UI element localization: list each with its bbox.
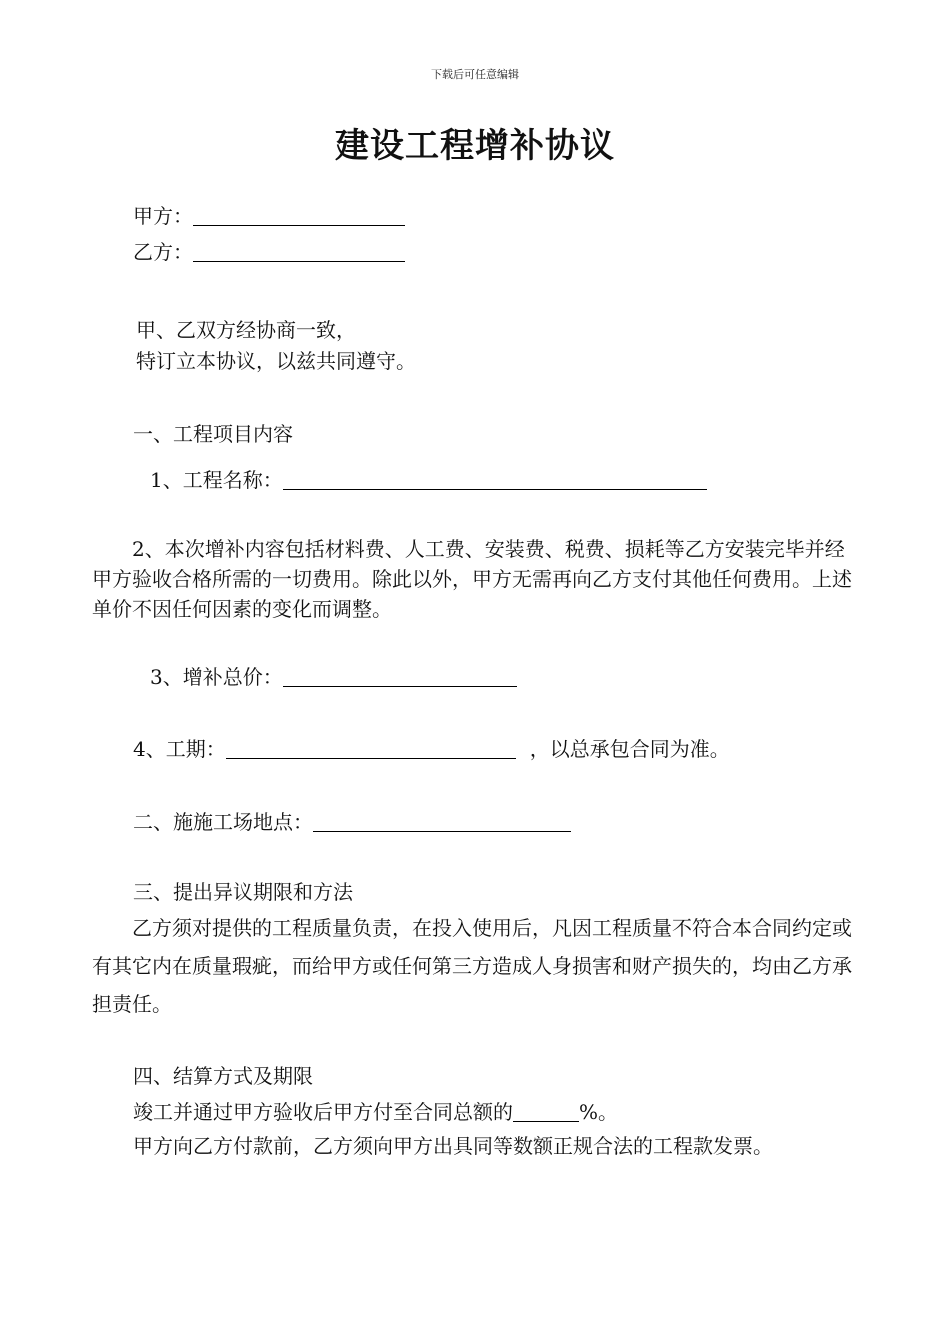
section-1-heading: 一、工程项目内容 bbox=[133, 422, 293, 446]
section-2-row bbox=[133, 811, 571, 832]
duration-blank[interactable] bbox=[226, 738, 516, 759]
item-4-suffix: ，以总承包合同为准。 bbox=[529, 737, 730, 761]
intro-line-1: 甲、乙双方经协商一致， bbox=[136, 318, 356, 342]
section-3-heading: 三、提出异议期限和方法 bbox=[133, 880, 353, 904]
item-4-row bbox=[133, 738, 730, 759]
header-note: 下载后可任意编辑 bbox=[431, 68, 519, 81]
site-location-blank[interactable] bbox=[313, 811, 571, 832]
item-1-label: 1、工程名称： bbox=[150, 468, 283, 492]
party-a-label: 甲方： bbox=[133, 204, 193, 228]
intro-line-2: 特订立本协议，以兹共同遵守。 bbox=[136, 349, 416, 373]
project-name-blank[interactable] bbox=[283, 469, 707, 490]
total-price-blank[interactable] bbox=[283, 666, 517, 687]
item-4-label: 4、工期： bbox=[133, 737, 226, 761]
section-4-line-2: 甲方向乙方付款前，乙方须向甲方出具同等数额正规合法的工程款发票。 bbox=[133, 1134, 773, 1158]
party-a-row bbox=[133, 205, 405, 226]
item-3-row bbox=[150, 666, 517, 687]
section-3-paragraph: 乙方须对提供的工程质量负责，在投入使用后，凡因工程质量不符合本合同约定或有其它内在质量瑕疵，而给甲方或任何第三方造成人身损害和财产损失的，均由乙方承担责任。 bbox=[92, 916, 852, 1016]
party-b-blank[interactable] bbox=[193, 241, 405, 262]
section-2-label: 二、施施工场地点： bbox=[133, 810, 313, 834]
payment-percent-prefix: 竣工并通过甲方验收后甲方付至合同总额的 bbox=[133, 1100, 513, 1124]
item-3-label: 3、增补总价： bbox=[150, 665, 283, 689]
party-b-label: 乙方： bbox=[133, 240, 193, 264]
document-title: 建设工程增补协议 bbox=[335, 126, 615, 166]
party-b-row bbox=[133, 241, 405, 262]
party-a-blank[interactable] bbox=[193, 205, 405, 226]
payment-percent-blank[interactable] bbox=[513, 1101, 579, 1122]
payment-percent-suffix: %。 bbox=[579, 1100, 619, 1124]
item-2-paragraph: 2、本次增补内容包括材料费、人工费、安装费、税费、损耗等乙方安装完毕并经甲方验收合格所需的一切费用。除此以外，甲方无需再向乙方支付其他任何费用。上述单价不因任何因素的变化而调整。 bbox=[92, 537, 852, 621]
section-4-line-1 bbox=[133, 1101, 618, 1122]
section-4-heading: 四、结算方式及期限 bbox=[133, 1064, 313, 1088]
item-1-row bbox=[150, 469, 707, 490]
